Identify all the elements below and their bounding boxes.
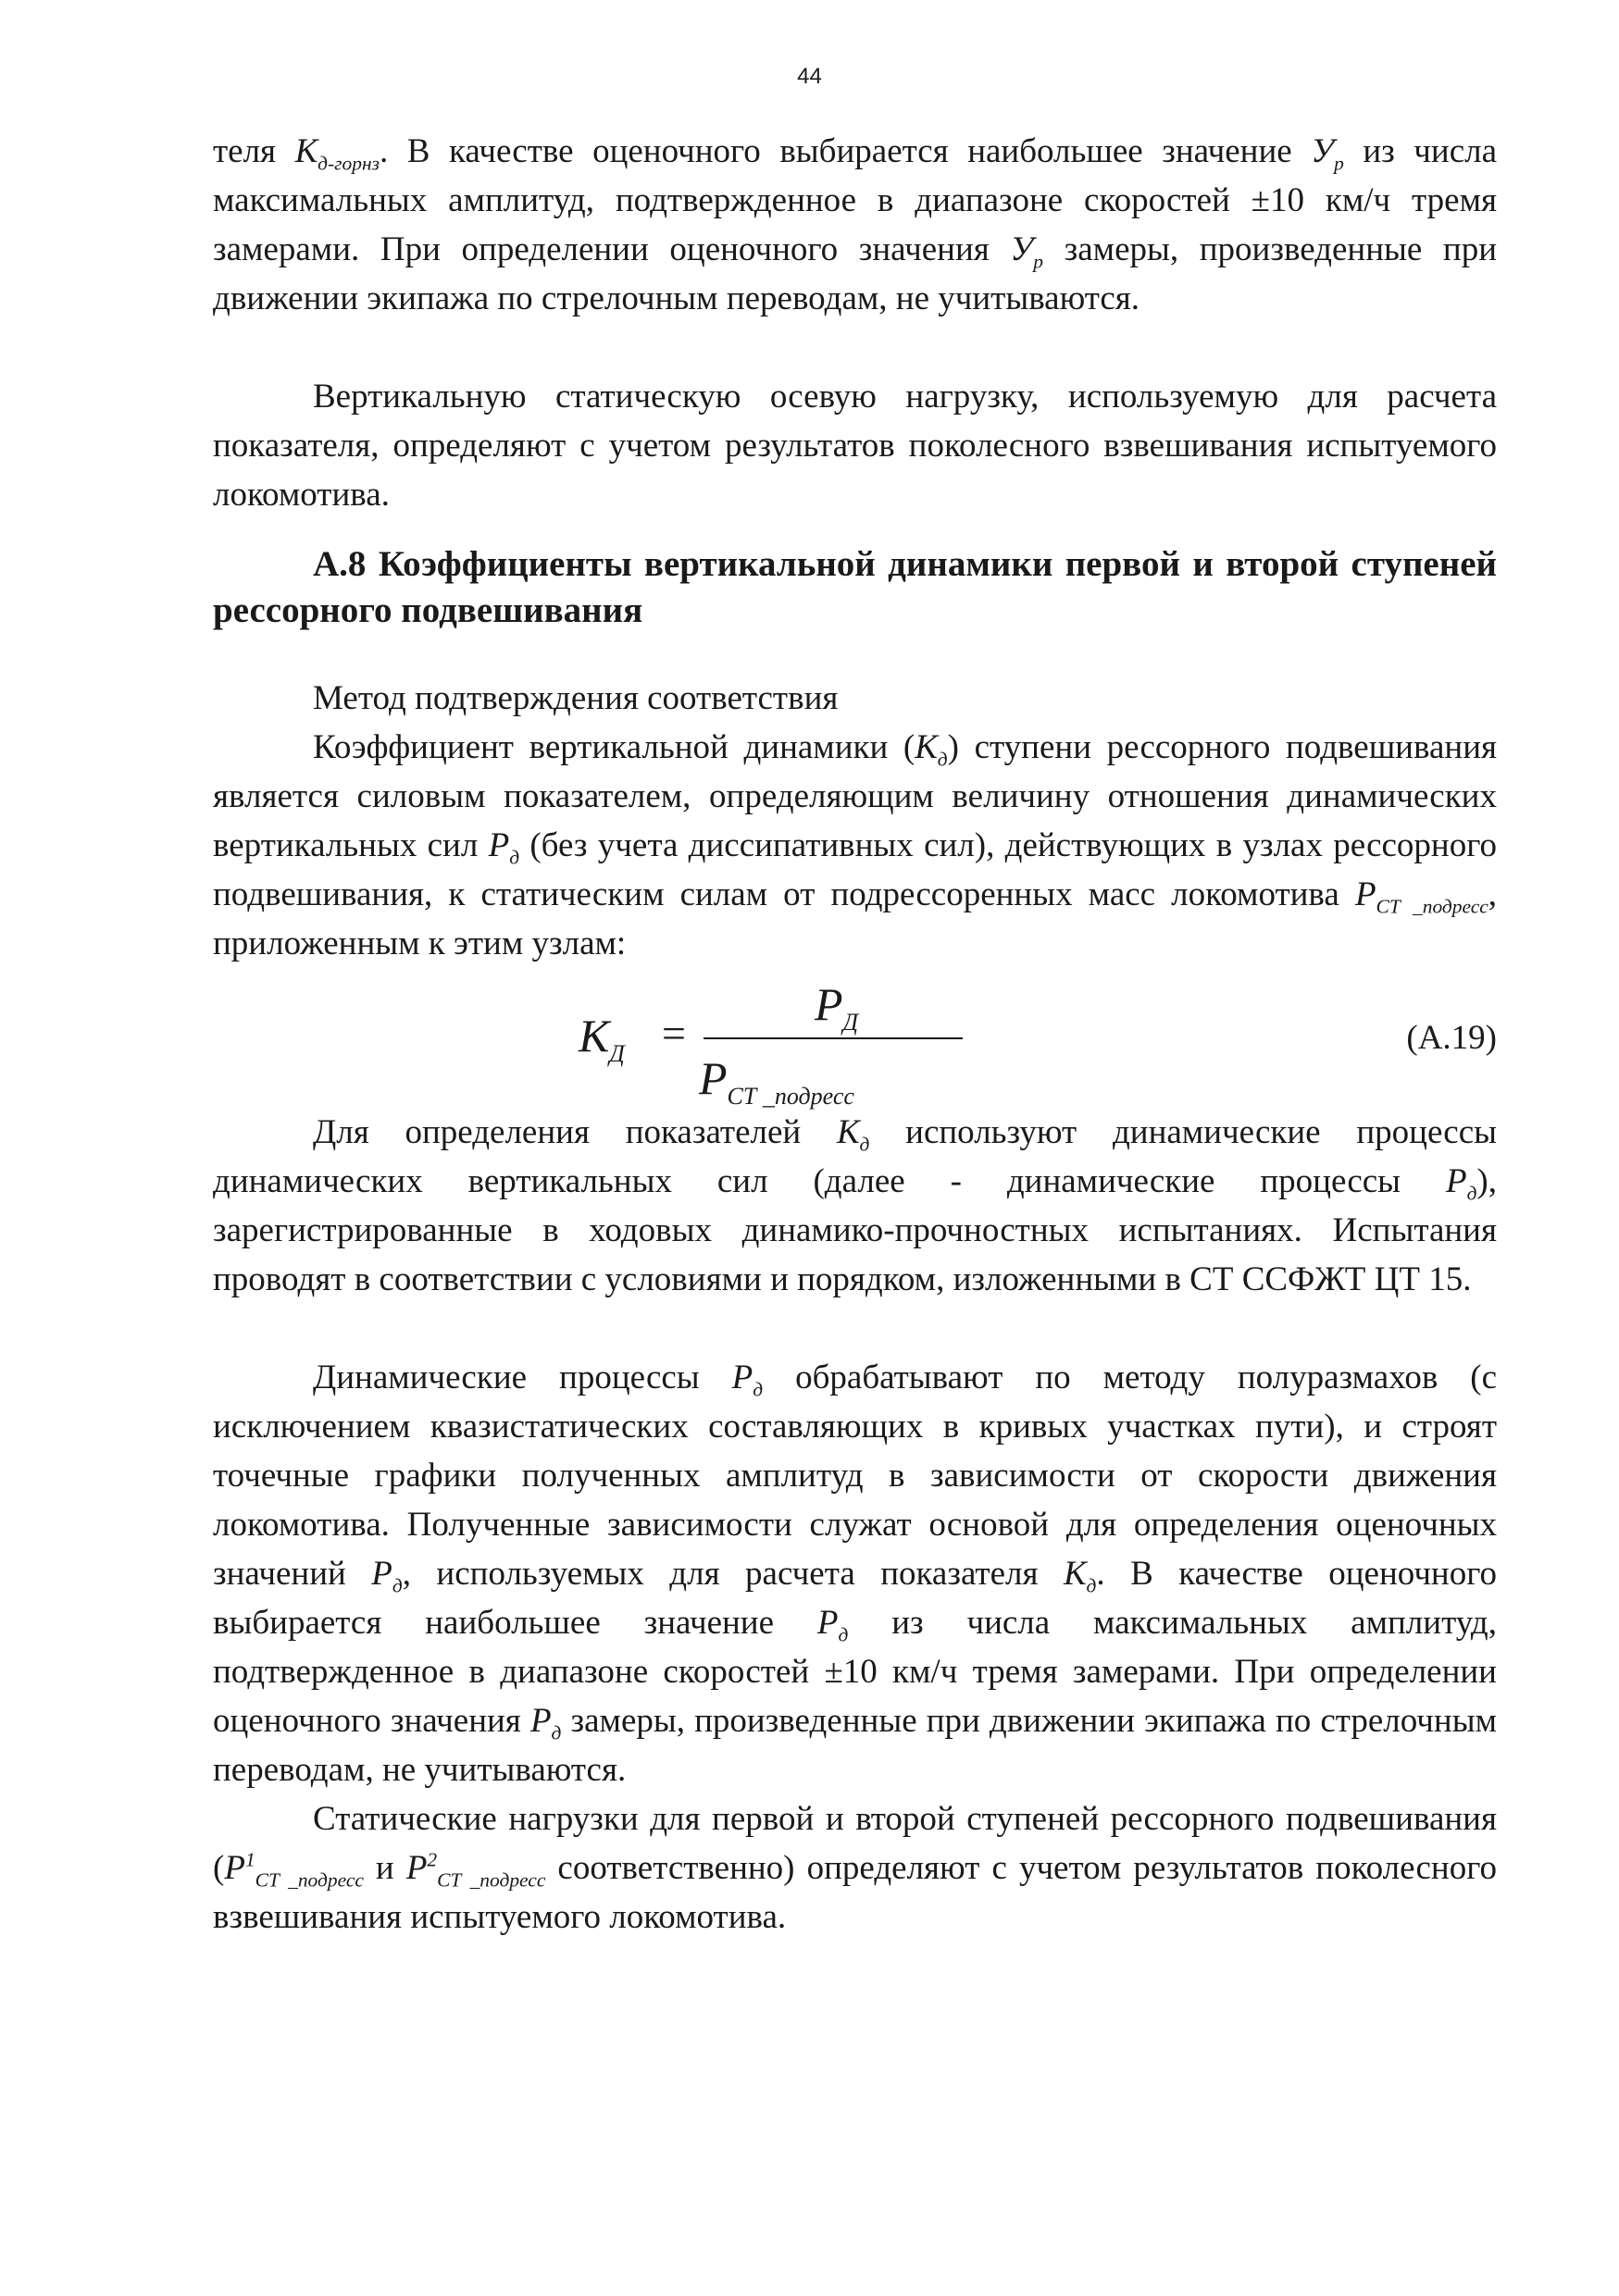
math-symbol: $Р_д$ [1445, 1162, 1477, 1205]
paragraph-static-loads [213, 1794, 1497, 1942]
page-number: 44 [797, 64, 822, 89]
math-symbol: $Р_д$ [371, 1555, 403, 1597]
math-symbol: $Р_д$ [529, 1702, 562, 1744]
equation-numerator: $Р_Д$ [815, 978, 859, 1036]
equation-a19 [213, 976, 1497, 1115]
math-symbol: $К_д$ [1063, 1555, 1097, 1597]
paragraph-axle-load [213, 372, 1497, 519]
paragraph-processes [213, 1108, 1497, 1304]
fraction-bar [704, 1037, 963, 1039]
math-symbol: $У_р$ [1010, 230, 1044, 273]
math-symbol: $Р^2_{СТ \_подресс}$ [405, 1848, 546, 1892]
paragraph: Коэффициент вертикальной динамики $(К_д)$ ступени рессорного подвешивания является силовым показателем, определяющим величину отношения динамических вертикальных сил $Р_д$ (без учета диссипативных сил), действующих в узлах рессорного подвешивания, к статическим силам от подрессоренных масс локомотива $Р_{СТ \_подресс}$, приложенным к этим узлам: [213, 728, 1498, 962]
section-heading-block [213, 541, 1497, 634]
method-heading-block [213, 674, 1497, 723]
math-symbol: $Р^1_{СТ \_подресс}$ [224, 1848, 364, 1892]
paragraph: теля $К_{д-горнз}$. В качестве оценочного выбирается наибольшее значение $У_р$ из числа максимальных амплитуд, подтвержденное в диапазоне скоростей ±10 км/ч тремя замерами. При определении оценочного значения $У_р$ замеры, произведенные при движении экипажа по стрелочным переводам, не учитываются. [213, 132, 1498, 317]
math-symbol: $Р_д$ [816, 1604, 849, 1646]
equation-lhs: $К_Д$ [579, 1010, 625, 1067]
math-symbol: $Р_д$ [731, 1359, 764, 1401]
method-heading: Метод подтверждения соответствия [313, 679, 839, 717]
equation-denominator: $Р_{СТ \_подресс}$ [699, 1052, 854, 1110]
math-symbol: $Р_д$ [488, 826, 520, 869]
paragraph: Динамические процессы $Р_д$ обрабатывают по методу полуразмахов (с исключением квазистатических составляющих в кривых участках пути), и строят точечные графики полученных амплитуд в зависимости от скорости движения локомотива. Полученные зависимости служат основой для определения оценочных значений $Р_д$, используемых для расчета показателя $К_д$. В качестве оценочного выбирается наибольшее значение $Р_д$ из числа максимальных амплитуд, подтвержденное в диапазоне скоростей ±10 км/ч тремя замерами. При определении оценочного значения $Р_д$ замеры, произведенные при движении экипажа по стрелочным переводам, не учитываются. [213, 1359, 1497, 1789]
math-symbol: $К_{д-горнз}$ [294, 132, 380, 175]
paragraph: Статические нагрузки для первой и второй ступеней рессорного подвешивания ($Р^1_{СТ \_подресс}$ и $Р^2_{СТ \_подресс}$ соответственно) определяют с учетом результатов поколесного взвешивания испытуемого локомотива. [213, 1800, 1497, 1936]
paragraph: Для определения показателей $К_д$ используют динамические процессы динамических вертикальных сил (далее - динамические процессы $Р_д$), зарегистрированные в ходовых динамико-прочностных испытаниях. Испытания проводят в соответствии с условиями и порядком, изложенными в СТ ССФЖТ ЦТ 15. [213, 1113, 1497, 1298]
math-symbol: $У_р$ [1311, 132, 1344, 175]
math-symbol: $К_д$ [915, 728, 948, 771]
paragraph-processing [213, 1353, 1497, 1794]
equation-equals: = [662, 1010, 686, 1057]
equation-number: (А.19) [1406, 1019, 1497, 1057]
paragraph-definition [213, 723, 1497, 968]
math-symbol: $Р_{СТ \_подресс}$ [1354, 875, 1488, 918]
paragraph-continuation [213, 127, 1497, 323]
math-symbol: $К_д$ [836, 1113, 870, 1156]
paragraph: Вертикальную статическую осевую нагрузку, используемую для расчета показателя, определяют с учетом результатов поколесного взвешивания испытуемого локомотива. [213, 378, 1497, 514]
section-heading: А.8 Коэффициенты вертикальной динамики первой и второй ступеней рессорного подвешивания [213, 544, 1497, 630]
